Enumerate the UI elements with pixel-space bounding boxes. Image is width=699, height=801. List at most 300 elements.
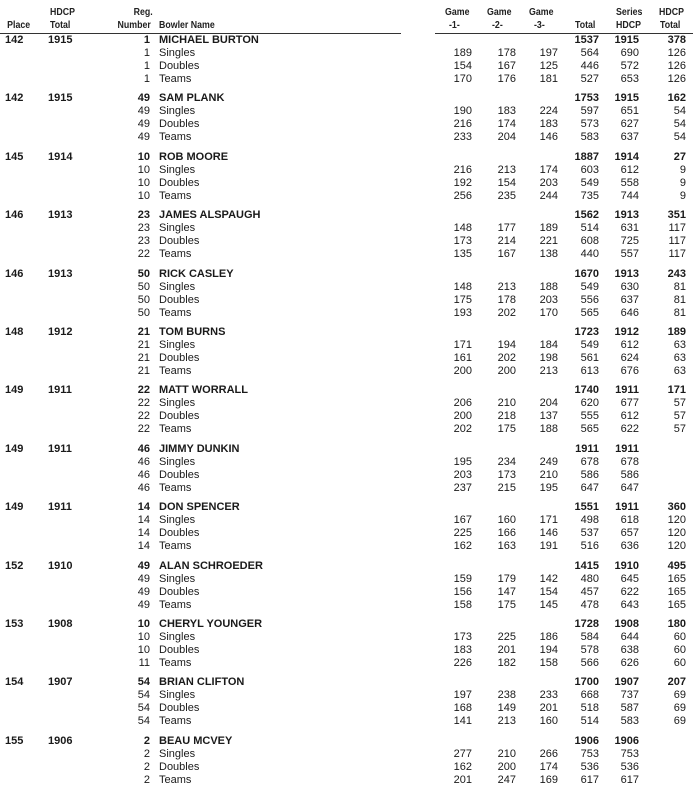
event-total: 527 xyxy=(580,73,599,85)
event-name: Teams xyxy=(159,248,192,260)
event-hdcp: 69 xyxy=(673,689,686,701)
reg-number: 10 xyxy=(137,190,150,202)
event-row xyxy=(0,131,699,144)
event-name: Singles xyxy=(159,105,196,117)
game-1-score: 158 xyxy=(453,599,472,611)
reg-number: 54 xyxy=(137,689,150,701)
bowler-summary-row xyxy=(0,560,699,573)
event-total: 516 xyxy=(580,540,599,552)
game-1-score: 233 xyxy=(453,131,472,143)
bowler-group xyxy=(0,209,699,267)
game-1-score: 175 xyxy=(453,294,472,306)
game-3-score: 137 xyxy=(539,410,558,422)
event-series-hdcp: 618 xyxy=(620,514,639,526)
reg-number: 23 xyxy=(137,209,150,221)
event-series-hdcp: 631 xyxy=(620,222,639,234)
series-hdcp: 1911 xyxy=(615,501,639,513)
event-row xyxy=(0,410,699,423)
game-2-score: 174 xyxy=(497,118,516,130)
hdcp-total: 27 xyxy=(673,151,686,163)
game-2-score: 194 xyxy=(497,339,516,351)
game-2-score: 160 xyxy=(497,514,516,526)
event-total: 514 xyxy=(580,222,599,234)
reg-number: 23 xyxy=(137,222,150,234)
bowler-summary-row xyxy=(0,268,699,281)
bowler-group xyxy=(0,92,699,150)
header-hdcp-total-bottom: Total xyxy=(50,20,71,31)
event-row xyxy=(0,60,699,73)
event-series-hdcp: 690 xyxy=(620,47,639,59)
event-series-hdcp: 678 xyxy=(620,456,639,468)
header-series-top: Series xyxy=(616,7,643,18)
event-series-hdcp: 657 xyxy=(620,527,639,539)
reg-number: 49 xyxy=(137,105,150,117)
event-total: 555 xyxy=(580,410,599,422)
event-row xyxy=(0,190,699,203)
event-name: Doubles xyxy=(159,644,200,656)
game-1-score: 206 xyxy=(453,397,472,409)
game-3-score: 146 xyxy=(539,131,558,143)
event-hdcp: 81 xyxy=(673,281,686,293)
event-total: 578 xyxy=(580,644,599,656)
event-total: 478 xyxy=(580,599,599,611)
event-total: 617 xyxy=(580,774,599,786)
reg-number: 1 xyxy=(143,34,150,46)
event-hdcp: 57 xyxy=(673,423,686,435)
event-name: Singles xyxy=(159,397,196,409)
event-hdcp: 57 xyxy=(673,397,686,409)
bowler-group xyxy=(0,676,699,734)
bowler-group xyxy=(0,384,699,442)
bowler-summary-row xyxy=(0,618,699,631)
event-name: Teams xyxy=(159,365,192,377)
hdcp-total: 171 xyxy=(667,384,686,396)
event-series-hdcp: 643 xyxy=(620,599,639,611)
event-row xyxy=(0,352,699,365)
event-series-hdcp: 583 xyxy=(620,715,639,727)
game-1-score: 226 xyxy=(453,657,472,669)
event-series-hdcp: 725 xyxy=(620,235,639,247)
event-series-hdcp: 586 xyxy=(620,469,639,481)
event-name: Singles xyxy=(159,164,196,176)
game-1-score: 161 xyxy=(453,352,472,364)
bowler-summary-row xyxy=(0,151,699,164)
game-3-score: 210 xyxy=(539,469,558,481)
bowler-name: ROB MOORE xyxy=(159,151,229,163)
place-value: 142 xyxy=(5,92,24,104)
game-2-score: 175 xyxy=(497,423,516,435)
series-hdcp: 1915 xyxy=(614,34,639,46)
event-series-hdcp: 636 xyxy=(620,540,639,552)
reg-number: 22 xyxy=(137,397,150,409)
event-series-hdcp: 627 xyxy=(620,118,639,130)
event-hdcp: 54 xyxy=(673,118,686,130)
reg-number: 1 xyxy=(143,60,150,72)
header-game3-bottom: -3- xyxy=(534,20,545,31)
game-3-score: 194 xyxy=(539,644,558,656)
game-3-score: 203 xyxy=(539,294,558,306)
event-series-hdcp: 630 xyxy=(620,281,639,293)
game-3-score: 188 xyxy=(539,281,558,293)
game-1-score: 168 xyxy=(453,702,472,714)
game-1-score: 200 xyxy=(453,410,472,422)
event-name: Singles xyxy=(159,514,196,526)
reg-number: 2 xyxy=(143,774,150,786)
game-2-score: 183 xyxy=(497,105,516,117)
event-hdcp: 165 xyxy=(667,599,686,611)
game-1-score: 159 xyxy=(453,573,472,585)
reg-number: 50 xyxy=(137,294,150,306)
hdcp-total: 360 xyxy=(667,501,686,513)
reg-number: 54 xyxy=(137,715,150,727)
event-row xyxy=(0,47,699,60)
game-1-score: 141 xyxy=(453,715,472,727)
game-1-score: 171 xyxy=(453,339,472,351)
event-name: Doubles xyxy=(159,118,200,130)
header-series-bottom: HDCP xyxy=(616,20,641,31)
event-hdcp: 120 xyxy=(667,540,686,552)
header-reg-bottom: Number xyxy=(117,20,151,31)
game-2-score: 213 xyxy=(497,281,516,293)
event-name: Doubles xyxy=(159,761,200,773)
event-total: 549 xyxy=(580,339,599,351)
event-row xyxy=(0,715,699,728)
game-1-score: 190 xyxy=(453,105,472,117)
game-1-score: 192 xyxy=(453,177,472,189)
series-hdcp: 1908 xyxy=(614,618,639,630)
game-2-score: 167 xyxy=(497,60,516,72)
bowler-summary-row xyxy=(0,209,699,222)
bowler-group xyxy=(0,618,699,676)
reg-number: 46 xyxy=(137,469,150,481)
bowler-group xyxy=(0,735,699,793)
series-hdcp: 1910 xyxy=(614,560,639,572)
game-1-score: 167 xyxy=(453,514,472,526)
series-hdcp: 1911 xyxy=(615,443,639,455)
hdcp-total: 207 xyxy=(667,676,686,688)
bowler-name: CHERYL YOUNGER xyxy=(159,618,263,630)
scratch-total: 1562 xyxy=(574,209,599,221)
game-2-score: 202 xyxy=(497,352,516,364)
bowler-name: SAM PLANK xyxy=(159,92,225,104)
event-total: 440 xyxy=(580,248,599,260)
place-value: 154 xyxy=(5,676,24,688)
series-hdcp: 1913 xyxy=(614,268,639,280)
event-series-hdcp: 557 xyxy=(620,248,639,260)
header-game2-bottom: -2- xyxy=(492,20,503,31)
event-row xyxy=(0,456,699,469)
game-2-score: 213 xyxy=(497,164,516,176)
game-2-score: 238 xyxy=(497,689,516,701)
scratch-total: 1911 xyxy=(575,443,599,455)
event-series-hdcp: 612 xyxy=(620,410,639,422)
reg-number: 14 xyxy=(137,527,150,539)
game-2-score: 234 xyxy=(497,456,516,468)
game-3-score: 125 xyxy=(539,60,558,72)
series-hdcp: 1915 xyxy=(614,92,639,104)
game-2-score: 167 xyxy=(497,248,516,260)
hdcp-total: 378 xyxy=(667,34,686,46)
event-series-hdcp: 651 xyxy=(620,105,639,117)
game-3-score: 191 xyxy=(539,540,558,552)
reg-number: 50 xyxy=(137,268,150,280)
game-3-score: 213 xyxy=(539,365,558,377)
game-1-score: 189 xyxy=(453,47,472,59)
bowler-name: BEAU MCVEY xyxy=(159,735,233,747)
header-place: Place xyxy=(7,20,31,31)
event-total: 668 xyxy=(580,689,599,701)
series-hdcp: 1906 xyxy=(614,735,639,747)
game-2-score: 201 xyxy=(497,644,516,656)
game-1-score: 216 xyxy=(453,118,472,130)
event-total: 753 xyxy=(580,748,599,760)
hdcp-total: 351 xyxy=(667,209,686,221)
event-name: Teams xyxy=(159,657,192,669)
series-hdcp: 1913 xyxy=(614,209,639,221)
hdcp-total-value: 1910 xyxy=(48,560,73,572)
event-row xyxy=(0,469,699,482)
game-2-score: 178 xyxy=(497,294,516,306)
event-row xyxy=(0,689,699,702)
game-2-score: 218 xyxy=(497,410,516,422)
game-1-score: 200 xyxy=(453,365,472,377)
place-value: 145 xyxy=(5,151,24,163)
reg-number: 10 xyxy=(137,644,150,656)
game-3-score: 160 xyxy=(539,715,558,727)
game-1-score: 202 xyxy=(453,423,472,435)
game-3-score: 186 xyxy=(539,631,558,643)
hdcp-total: 495 xyxy=(667,560,686,572)
reg-number: 49 xyxy=(137,92,150,104)
game-3-score: 183 xyxy=(539,118,558,130)
game-2-score: 149 xyxy=(497,702,516,714)
game-3-score: 138 xyxy=(539,248,558,260)
hdcp-total-value: 1913 xyxy=(48,268,73,280)
event-name: Teams xyxy=(159,599,192,611)
event-row xyxy=(0,365,699,378)
game-3-score: 174 xyxy=(539,164,558,176)
event-row xyxy=(0,73,699,86)
event-name: Teams xyxy=(159,482,192,494)
scratch-total: 1670 xyxy=(574,268,599,280)
game-2-score: 225 xyxy=(497,631,516,643)
game-1-score: 193 xyxy=(453,307,472,319)
scratch-total: 1740 xyxy=(574,384,599,396)
scratch-total: 1887 xyxy=(574,151,599,163)
event-hdcp: 117 xyxy=(668,235,686,247)
event-row xyxy=(0,397,699,410)
event-series-hdcp: 653 xyxy=(620,73,639,85)
hdcp-total-value: 1914 xyxy=(48,151,73,163)
bowler-name: BRIAN CLIFTON xyxy=(159,676,245,688)
reg-number: 54 xyxy=(137,676,150,688)
header-game3-top: Game xyxy=(529,7,554,18)
event-series-hdcp: 638 xyxy=(620,644,639,656)
game-3-score: 203 xyxy=(539,177,558,189)
reg-number: 2 xyxy=(143,761,150,773)
event-hdcp: 81 xyxy=(673,294,686,306)
reg-number: 21 xyxy=(137,365,150,377)
game-1-score: 203 xyxy=(453,469,472,481)
event-hdcp: 9 xyxy=(679,164,686,176)
reg-number: 22 xyxy=(137,423,150,435)
event-name: Singles xyxy=(159,748,196,760)
reg-number: 46 xyxy=(137,482,150,494)
bowler-summary-row xyxy=(0,34,699,47)
bowler-summary-row xyxy=(0,92,699,105)
header-hdcp-top: HDCP xyxy=(659,7,684,18)
scratch-total: 1728 xyxy=(574,618,599,630)
game-2-score: 213 xyxy=(497,715,516,727)
event-hdcp: 126 xyxy=(667,73,686,85)
event-hdcp: 60 xyxy=(673,657,686,669)
header-game2-top: Game xyxy=(487,7,512,18)
event-hdcp: 126 xyxy=(667,60,686,72)
event-row xyxy=(0,235,699,248)
place-value: 148 xyxy=(5,326,24,338)
event-total: 566 xyxy=(580,657,599,669)
event-row xyxy=(0,514,699,527)
reg-number: 21 xyxy=(137,352,150,364)
game-2-score: 177 xyxy=(497,222,516,234)
bowler-group xyxy=(0,560,699,618)
reg-number: 21 xyxy=(137,326,150,338)
table-header xyxy=(0,6,699,34)
event-hdcp: 54 xyxy=(673,131,686,143)
game-3-score: 170 xyxy=(539,307,558,319)
event-total: 573 xyxy=(580,118,599,130)
event-hdcp: 57 xyxy=(673,410,686,422)
game-2-score: 182 xyxy=(497,657,516,669)
event-series-hdcp: 622 xyxy=(620,586,639,598)
event-name: Teams xyxy=(159,190,192,202)
game-3-score: 142 xyxy=(539,573,558,585)
game-3-score: 154 xyxy=(539,586,558,598)
event-hdcp: 63 xyxy=(673,339,686,351)
game-3-score: 221 xyxy=(539,235,558,247)
event-name: Teams xyxy=(159,423,192,435)
event-name: Teams xyxy=(159,307,192,319)
game-1-score: 225 xyxy=(453,527,472,539)
event-series-hdcp: 644 xyxy=(620,631,639,643)
hdcp-total-value: 1915 xyxy=(48,92,73,104)
reg-number: 46 xyxy=(137,443,150,455)
event-total: 564 xyxy=(580,47,599,59)
event-hdcp: 165 xyxy=(667,586,686,598)
event-total: 583 xyxy=(580,131,599,143)
scratch-total: 1415 xyxy=(574,560,599,572)
scratch-total: 1906 xyxy=(574,735,599,747)
event-row xyxy=(0,281,699,294)
event-row xyxy=(0,527,699,540)
reg-number: 14 xyxy=(137,501,150,513)
game-2-score: 166 xyxy=(497,527,516,539)
reg-number: 46 xyxy=(137,456,150,468)
hdcp-total: 180 xyxy=(667,618,686,630)
game-3-score: 184 xyxy=(539,339,558,351)
place-value: 149 xyxy=(5,501,24,513)
bowler-summary-row xyxy=(0,384,699,397)
event-total: 608 xyxy=(580,235,599,247)
bowler-group xyxy=(0,34,699,92)
series-hdcp: 1914 xyxy=(614,151,639,163)
place-value: 149 xyxy=(5,443,24,455)
place-value: 142 xyxy=(5,34,24,46)
place-value: 152 xyxy=(5,560,24,572)
game-2-score: 147 xyxy=(497,586,516,598)
game-2-score: 235 xyxy=(497,190,516,202)
game-2-score: 175 xyxy=(497,599,516,611)
game-1-score: 170 xyxy=(453,73,472,85)
event-total: 603 xyxy=(580,164,599,176)
reg-number: 10 xyxy=(137,177,150,189)
event-row xyxy=(0,164,699,177)
event-name: Teams xyxy=(159,715,192,727)
event-total: 518 xyxy=(580,702,599,714)
game-3-score: 249 xyxy=(539,456,558,468)
event-total: 514 xyxy=(580,715,599,727)
game-1-score: 173 xyxy=(453,631,472,643)
event-series-hdcp: 622 xyxy=(620,423,639,435)
hdcp-total: 162 xyxy=(667,92,686,104)
game-3-score: 171 xyxy=(539,514,558,526)
event-series-hdcp: 612 xyxy=(620,164,639,176)
game-2-score: 215 xyxy=(497,482,516,494)
bowler-summary-row xyxy=(0,501,699,514)
game-2-score: 202 xyxy=(497,307,516,319)
event-total: 549 xyxy=(580,281,599,293)
bowler-summary-row xyxy=(0,676,699,689)
bowler-summary-row xyxy=(0,735,699,748)
game-3-score: 197 xyxy=(539,47,558,59)
bowler-name: TOM BURNS xyxy=(159,326,226,338)
event-series-hdcp: 647 xyxy=(620,482,639,494)
event-hdcp: 9 xyxy=(679,190,686,202)
game-3-score: 204 xyxy=(539,397,558,409)
bowler-name: ALAN SCHROEDER xyxy=(159,560,263,572)
game-1-score: 148 xyxy=(453,281,472,293)
event-hdcp: 117 xyxy=(668,248,686,260)
event-row xyxy=(0,761,699,774)
game-1-score: 148 xyxy=(453,222,472,234)
game-3-score: 244 xyxy=(539,190,558,202)
game-3-score: 233 xyxy=(539,689,558,701)
reg-number: 49 xyxy=(137,599,150,611)
reg-number: 50 xyxy=(137,307,150,319)
game-2-score: 210 xyxy=(497,397,516,409)
event-name: Doubles xyxy=(159,527,200,539)
hdcp-total: 243 xyxy=(667,268,686,280)
game-3-score: 188 xyxy=(539,423,558,435)
hdcp-total: 189 xyxy=(667,326,686,338)
event-total: 735 xyxy=(580,190,599,202)
event-name: Doubles xyxy=(159,586,200,598)
scratch-total: 1537 xyxy=(574,34,599,46)
game-3-score: 181 xyxy=(539,73,558,85)
game-1-score: 195 xyxy=(453,456,472,468)
game-3-score: 198 xyxy=(539,352,558,364)
event-hdcp: 120 xyxy=(667,514,686,526)
event-name: Singles xyxy=(159,573,196,585)
header-hdcp-bottom: Total xyxy=(660,20,681,31)
event-hdcp: 69 xyxy=(673,715,686,727)
series-hdcp: 1912 xyxy=(614,326,639,338)
event-name: Doubles xyxy=(159,469,200,481)
series-hdcp: 1907 xyxy=(614,676,639,688)
event-row xyxy=(0,586,699,599)
event-total: 613 xyxy=(580,365,599,377)
game-2-score: 200 xyxy=(497,365,516,377)
